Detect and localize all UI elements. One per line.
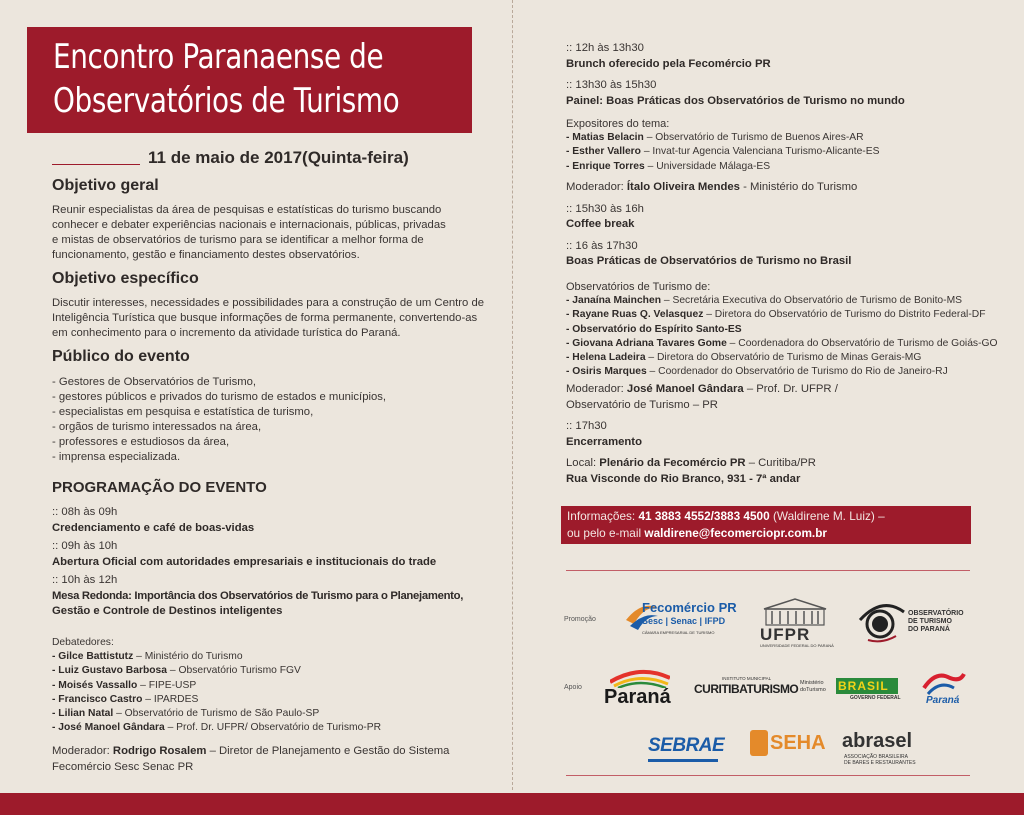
expositores-list: Expositores do tema: - Matias Belacin – Observatório de Turismo de Buenos Aires-AR - Esther Vallero – Invat-tur Agencia Valenciana Turismo-Alicante-ES - Enrique Torres – Universidade Málaga-ES xyxy=(566,118,880,172)
schedule-2: Moderador: Ítalo Oliveira Mendes - Ministério do Turismo :: 15h30 às 16h Coffee break :: 16 às 17h30 Boas Práticas de Observatórios de Turismo no Brasil xyxy=(566,181,858,267)
parana-waves-icon xyxy=(610,668,670,688)
observatorios-list: Observatórios de Turismo de: - Janaína Mainchen – Secretária Executiva do Observatório de Turismo de Bonito-MS - Rayane Ruas Q. Velasquez – Diretora do Observatório de Turismo do Distrito Federal-DF - Observatório do Espírito Santo-ES - Giovana Adriana Tavares Gome – Coordenadora do Observatório de Turismo de Goiás-GO - Helena Ladeira – Diretora do Observatório de Turismo de Minas Gerais-MG - Osiris Marques – Coordenador do Observatório de Turismo do Rio de Janeiro-RJ xyxy=(566,281,998,378)
seha-logo: SEHA xyxy=(750,728,822,772)
objetivo-geral-text: Reunir especialistas da área de pesquisas e estatísticas do turismo buscando conhecer e debater experiências nacionais e internacionais, públicas, privadas e mistas de observatórios de turismo para se identificar a melhor forma de funcionamento, gestão e financiamento destes observatórios. xyxy=(52,204,446,261)
rule-top xyxy=(566,570,970,571)
publico-heading: Público do evento xyxy=(52,348,190,365)
rule-bottom xyxy=(566,775,970,776)
apoio-label: Apoio xyxy=(564,684,582,691)
publico-list: - Gestores de Observatórios de Turismo, - gestores públicos e privados do turismo de estados e municípios, - especialistas em pesquisa e estatística de turismo, - orgãos de turismo interessados na área, - professores e estudiosos da área, - imprensa especializada. xyxy=(52,376,387,463)
programacao-heading: PROGRAMAÇÃO DO EVENTO xyxy=(52,479,267,496)
promocao-label: Promoção xyxy=(564,616,596,623)
parana-turismo-icon xyxy=(922,668,966,698)
debatedores-list: Debatedores: - Gilce Battistutz – Ministério do Turismo - Luiz Gustavo Barbosa – Observatório Turismo FGV - Moisés Vassallo – FIPE-USP - Francisco Castro – IPARDES - Lilian Natal – Observatório de Turismo de São Paulo-SP - José Manoel Gândara – Prof. Dr. UFPR/ Observatório de Turismo-PR xyxy=(52,637,382,734)
bottom-bar xyxy=(0,793,1024,815)
parana-turismo-logo: Paraná xyxy=(920,668,970,710)
fecomercio-logo: Fecomércio PR Sesc | Senac | IFPD CÂMARA EMPRESARIAL DE TURISMO xyxy=(624,596,742,648)
objetivo-especifico-text: Discutir interesses, necessidades e possibilidades para a construção de um Centro de Inteligência Turística que busque informações de forma permanente, convertendo-as em conhecimento para o incremento da atividade turística do Paraná. xyxy=(52,297,485,339)
schedule-3: Moderador: José Manoel Gândara – Prof. Dr. UFPR / Observatório de Turismo – PR :: 17h30 Encerramento Local: Plenário da Fecomércio PR – Curitiba/PR Rua Visconde do Rio Branco, 931 - 7ª andar xyxy=(566,383,838,485)
title-line-2: Observatórios de Turismo xyxy=(53,81,400,121)
title-banner xyxy=(27,27,472,133)
title-line-1: Encontro Paranaense de xyxy=(53,37,384,77)
ufpr-logo: UFPR UNIVERSIDADE FEDERAL DO PARANÁ xyxy=(756,597,836,649)
seha-mark-icon xyxy=(750,730,768,756)
email-link[interactable]: waldirene@fecomerciopr.com.br xyxy=(644,526,828,540)
curitiba-turismo-logo: INSTITUTO MUNICIPAL CURITIBATURISMO xyxy=(694,676,799,696)
info-box: Informações: 41 3883 4552/3883 4500 (Waldirene M. Luiz) – ou pelo e-mail waldirene@fecomerciopr.com.br xyxy=(561,506,971,544)
date-rule xyxy=(52,164,140,165)
brasil-flag-block: BRASIL xyxy=(836,678,898,694)
sebrae-logo: SEBRAE xyxy=(648,735,728,763)
observatorio-eye-icon xyxy=(858,598,906,644)
event-date: 11 de maio de 2017(Quinta-feira) xyxy=(148,148,409,167)
schedule-1: :: 12h às 13h30 Brunch oferecido pela Fecomércio PR :: 13h30 às 15h30 Painel: Boas Práticas dos Observatórios de Turismo no mundo xyxy=(566,42,905,107)
ufpr-building-icon xyxy=(760,597,830,627)
ministerio-turismo-logo: Ministério doTurismo BRASIL GOVERNO FEDERAL xyxy=(800,679,901,701)
abrasel-logo: abrasel ASSOCIAÇÃO BRASILEIRA DE BARES E RESTAURANTES xyxy=(842,730,916,766)
observatorio-logo: OBSERVATÓRIO DE TURISMO DO PARANÁ xyxy=(858,598,970,646)
moderador-1: Moderador: Rodrigo Rosalem – Diretor de Planejamento e Gestão do Sistema Fecomércio Sesc Senac PR xyxy=(52,745,450,773)
objetivo-geral-heading: Objetivo geral xyxy=(52,177,159,194)
parana-logo: Paraná xyxy=(604,668,678,712)
objetivo-especifico-heading: Objetivo específico xyxy=(52,270,199,287)
phone-numbers: 41 3883 4552/3883 4500 xyxy=(638,509,770,523)
fold-line xyxy=(512,0,513,790)
programacao-items: :: 08h às 09h Credenciamento e café de boas-vidas :: 09h às 10h Abertura Oficial com autoridades empresariais e institucionais do trade :: 10h às 12h Mesa Redonda: Importância dos Observatórios de Turismo para o Planejamento, Gestão e Controle de Destinos inteligentes xyxy=(52,506,464,617)
